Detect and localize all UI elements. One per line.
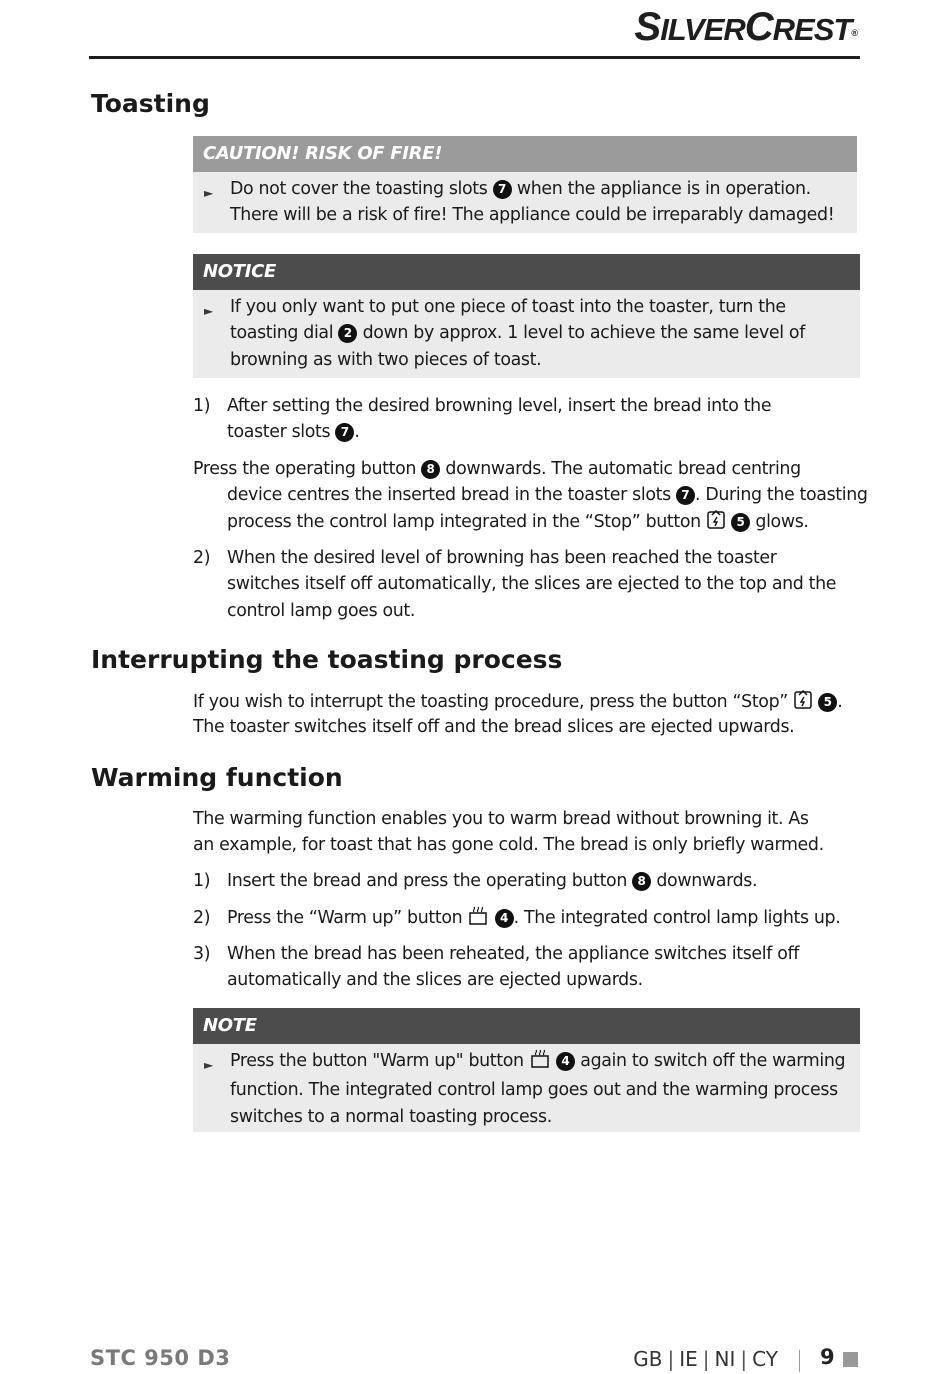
warm-up-icon	[529, 1049, 551, 1077]
triangle-bullet-icon: ►	[204, 1058, 213, 1072]
stop-toast-icon	[793, 690, 813, 718]
step-text: Insert the bread and press the operating button 8 downwards.	[227, 871, 758, 891]
footer-model-number: STC 950 D3	[90, 1346, 231, 1370]
triangle-bullet-icon: ►	[204, 186, 213, 200]
step-text: When the bread has been reheated, the appliance switches itself off automatically and the slices are ejected upwards.	[227, 944, 800, 991]
notice-heading: NOTICE	[193, 254, 860, 290]
reference-number-badge: 8	[421, 460, 440, 479]
interrupt-line1: If you wish to interrupt the toasting procedure, press the button “Stop” 5 .	[193, 689, 842, 718]
reference-number-badge: 7	[676, 486, 695, 505]
reference-number-badge: 4	[556, 1052, 575, 1071]
section-title-warming: Warming function	[91, 763, 343, 792]
step-text: When the desired level of browning has been reached the toaster switches itself off automatically, the slices are ejected to the top and the control lamp goes out.	[227, 548, 837, 621]
warm-up-icon	[467, 906, 489, 934]
notice-box	[193, 254, 860, 378]
step-number: 2)	[193, 548, 211, 568]
reference-number-badge: 2	[338, 324, 357, 343]
triangle-bullet-icon: ►	[204, 304, 213, 318]
note-box	[193, 1008, 860, 1132]
warming-intro-line2: an example, for toast that has gone cold. The bread is only briefly warmed.	[193, 835, 824, 855]
reference-number-badge: 5	[818, 693, 837, 712]
warming-intro-line1: The warming function enables you to warm bread without browning it. As	[193, 809, 809, 829]
notice-body: ► If you only want to put one piece of toast into the toaster, turn the toasting dial 2 down by approx. 1 level to achieve the same level of browning as with two pieces of toast.	[204, 297, 805, 370]
caution-heading: CAUTION! RISK OF FIRE!	[193, 136, 857, 172]
reference-number-badge: 7	[335, 423, 354, 442]
caution-body: ► Do not cover the toasting slots 7 when the appliance is in operation. There will be a risk of fire! The appliance could be irreparably damaged!	[204, 179, 835, 226]
silvercrest-logo: SILVERCREST®	[634, 5, 858, 49]
reference-number-badge: 5	[731, 513, 750, 532]
reference-number-badge: 4	[495, 909, 514, 928]
header-rule	[89, 56, 860, 59]
page-number: 9	[820, 1345, 835, 1369]
step-text: After setting the desired browning level, insert the bread into the toaster slots 7 .	[227, 396, 772, 443]
step-number: 1)	[193, 871, 211, 891]
step-text: Press the “Warm up” button 4 . The integrated control lamp lights up.	[227, 905, 859, 934]
step-number: 2)	[193, 908, 211, 928]
reference-number-badge: 7	[493, 180, 512, 199]
reference-number-badge: 8	[632, 872, 651, 891]
step-number: 3)	[193, 944, 211, 964]
step-number: 1)	[193, 396, 211, 416]
footer-languages: GB | IE | NI | CY	[633, 1347, 778, 1371]
footer-divider	[799, 1350, 800, 1372]
note-heading: NOTE	[193, 1008, 860, 1044]
note-body: ► Press the button "Warm up" button 4 again to switch off the warming function. The integrated control lamp goes out and the warming process switches to a normal toasting process.	[204, 1051, 846, 1127]
operating-paragraph-line1: Press the operating button 8 downwards. The automatic bread centring	[193, 459, 801, 479]
caution-box	[193, 136, 857, 233]
operating-paragraph-line2: device centres the inserted bread in the toaster slots 7 . During the toasting	[227, 485, 868, 505]
interrupt-line2: The toaster switches itself off and the bread slices are ejected upwards.	[193, 717, 795, 737]
operating-paragraph-line3: process the control lamp integrated in the “Stop” button 5 glows.	[227, 509, 809, 538]
stop-toast-icon	[706, 510, 726, 538]
section-title-interrupting: Interrupting the toasting process	[91, 645, 563, 674]
section-title-toasting: Toasting	[91, 89, 210, 118]
footer-square-mark	[843, 1352, 858, 1367]
